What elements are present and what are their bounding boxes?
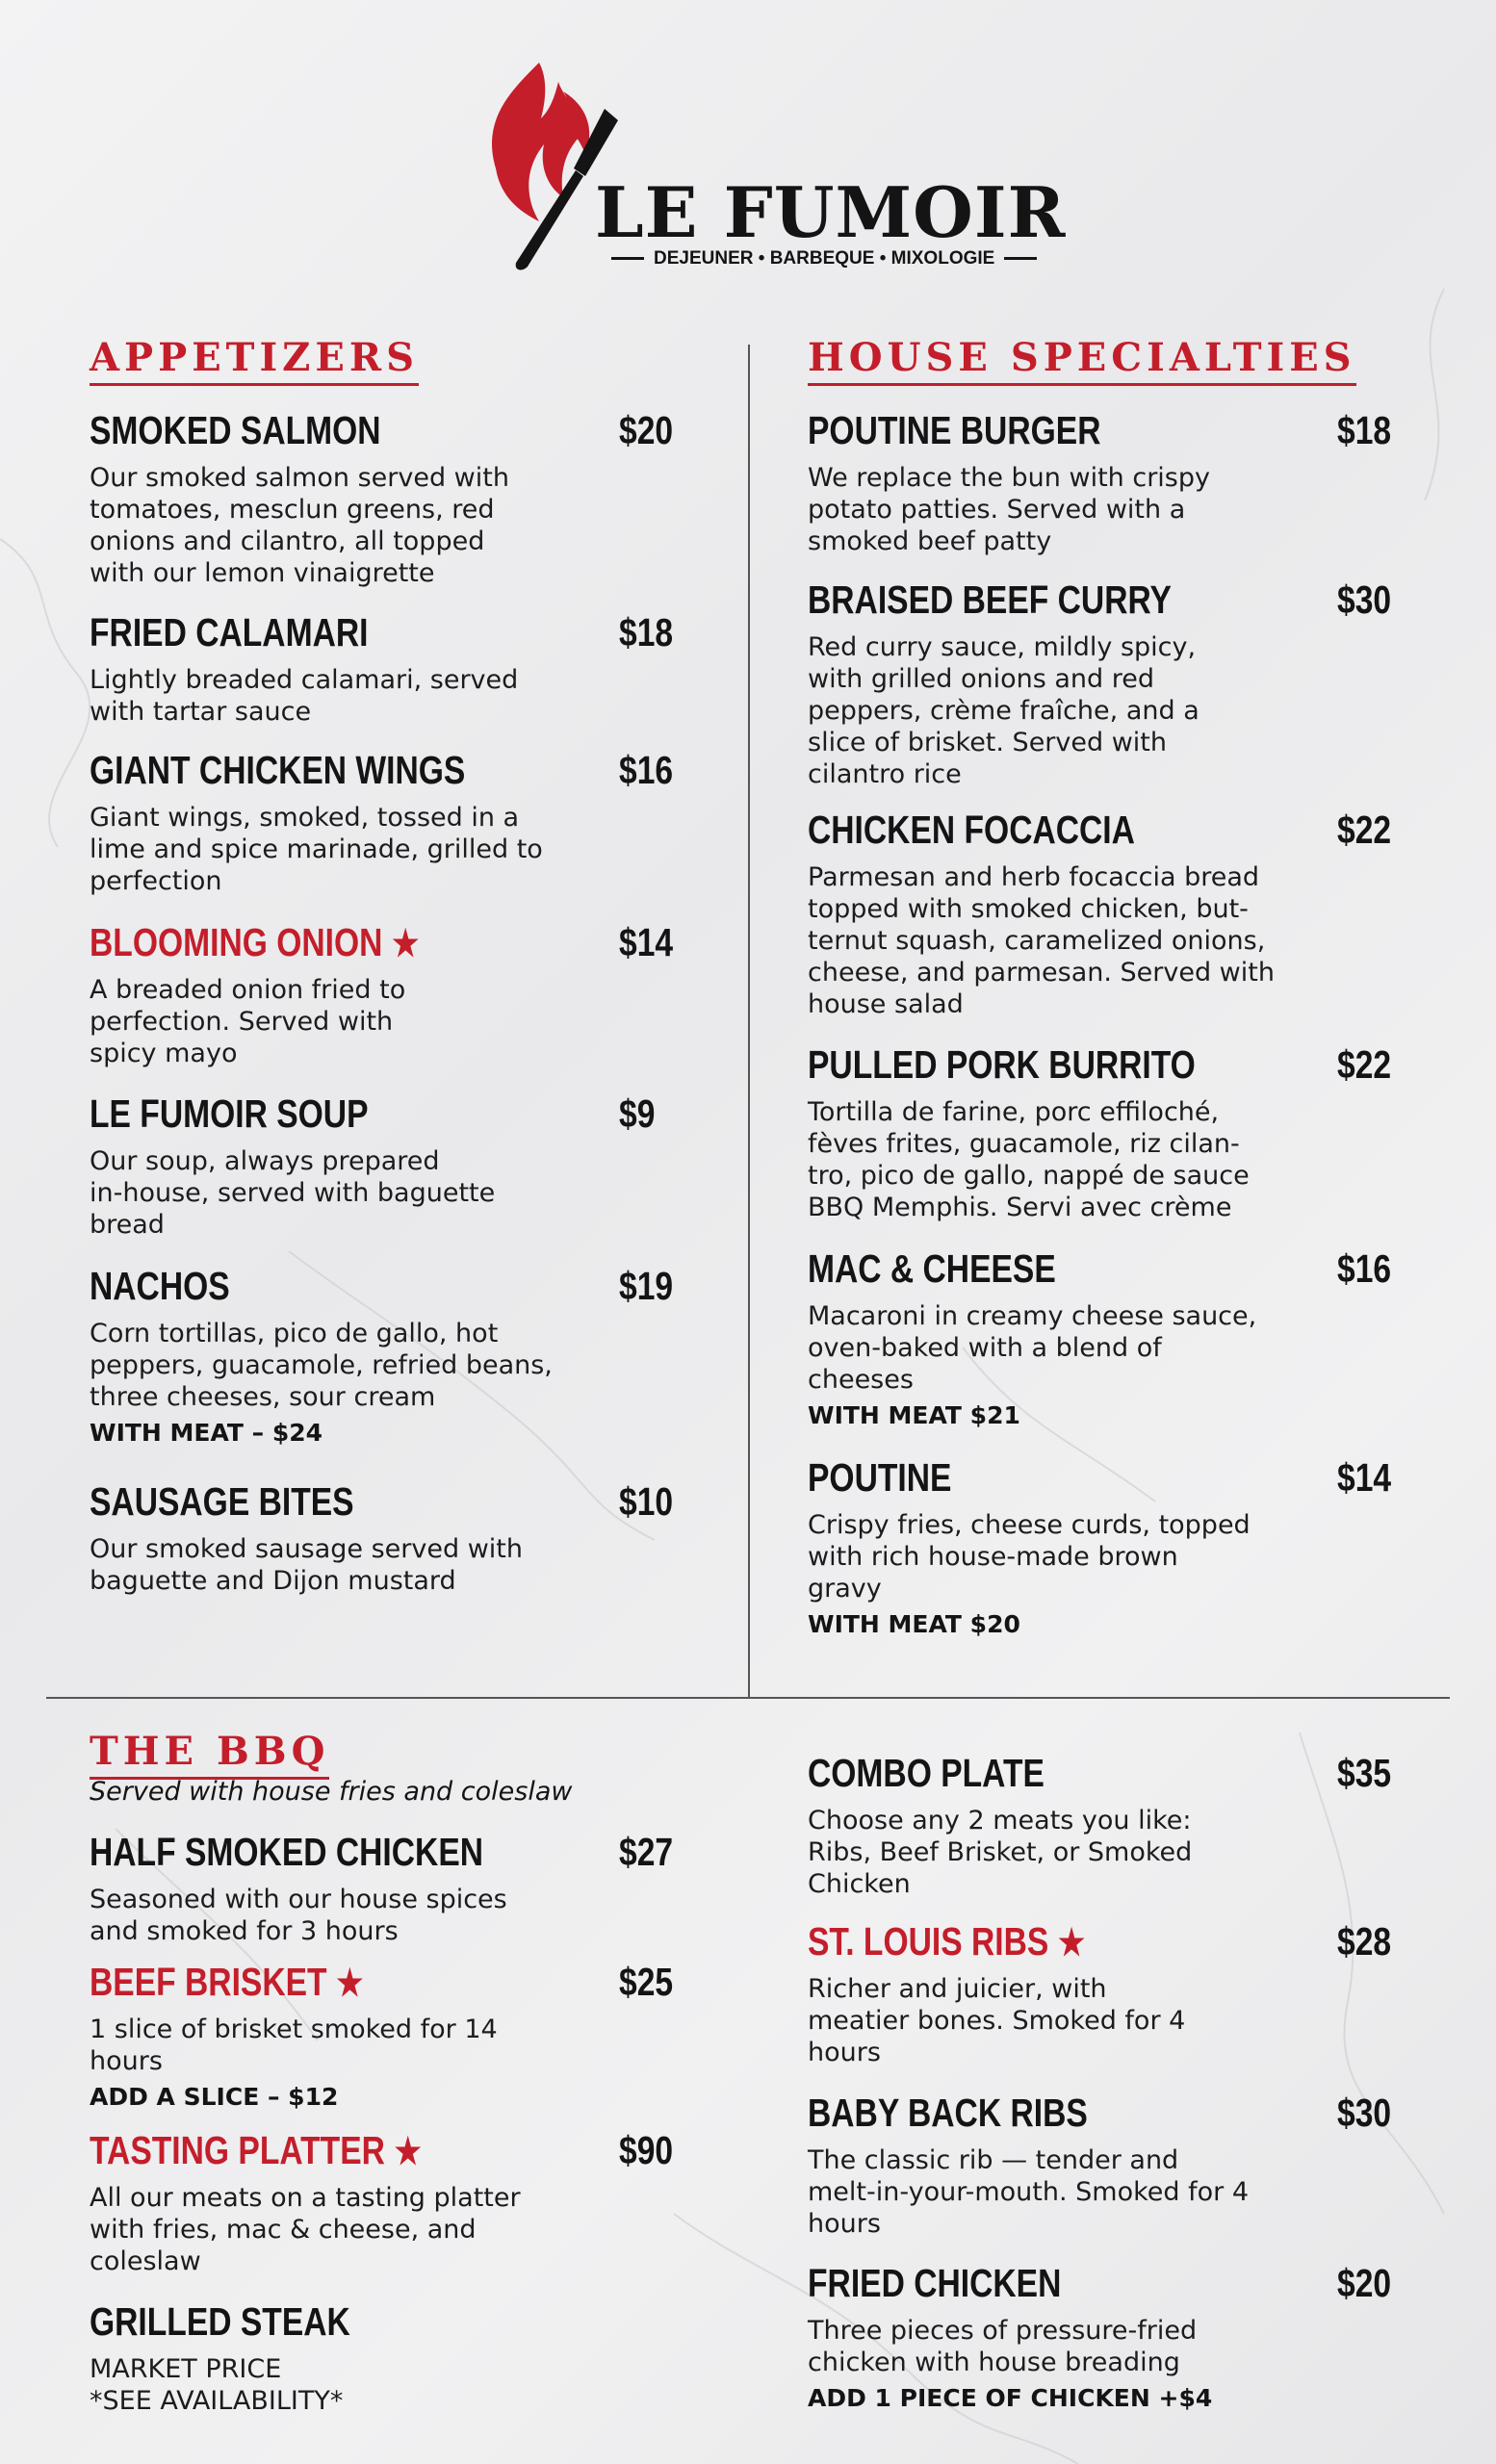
item-description: Parmesan and herb focaccia bread topped with smoked chicken, but- ternut squash, caramelized onions, cheese, and parmesan. Served with house salad	[808, 862, 1275, 1019]
item-name: BABY BACK RIBS	[808, 2091, 1088, 2135]
section-title-appetizers: APPETIZERS	[90, 339, 419, 386]
item-price: $30	[1337, 578, 1392, 622]
item-description: Our soup, always prepared in-house, served with baguette bread	[90, 1146, 496, 1240]
item-description: The classic rib — tender and melt-in-your-mouth. Smoked for 4 hours	[808, 2145, 1249, 2239]
item-name: FRIED CALAMARI	[90, 610, 369, 654]
item-name: NACHOS	[90, 1264, 230, 1308]
section-title-specialties: HOUSE SPECIALTIES	[808, 339, 1356, 386]
item-addon: ADD 1 PIECE OF CHICKEN +$4	[808, 2384, 1213, 2412]
item-description: Giant wings, smoked, tossed in a lime and spice marinade, grilled to perfection	[90, 803, 543, 896]
tagline-part: DEJEUNER	[654, 248, 754, 269]
restaurant-logo	[472, 53, 1067, 274]
item-price: $14	[619, 920, 674, 964]
star-icon: ★	[394, 2132, 422, 2172]
item-name: HALF SMOKED CHICKEN	[90, 1830, 484, 1874]
item-description: We replace the bun with crispy potato patties. Served with a smoked beef patty	[808, 463, 1210, 556]
item-description: Three pieces of pressure-fried chicken with house breading	[808, 2316, 1198, 2377]
item-description: Macaroni in creamy cheese sauce, oven-baked with a blend of cheeses	[808, 1301, 1257, 1395]
item-name: FRIED CHICKEN	[808, 2261, 1062, 2305]
item-name: LE FUMOIR SOUP	[90, 1091, 369, 1136]
item-name: BRAISED BEEF CURRY	[808, 578, 1172, 622]
item-name: MAC & CHEESE	[808, 1246, 1056, 1291]
restaurant-tagline: DEJEUNER • BARBEQUE • MIXOLOGIE	[602, 248, 1006, 270]
item-name: COMBO PLATE	[808, 1751, 1045, 1795]
item-price: $16	[619, 748, 674, 792]
item-name-featured	[90, 1961, 363, 2005]
item-price: $20	[619, 408, 674, 452]
item-description: Crispy fries, cheese curds, topped with rich house-made brown gravy	[808, 1510, 1251, 1604]
item-description: A breaded onion fried to perfection. Served with spicy mayo	[90, 975, 406, 1068]
item-price: $20	[1337, 2261, 1392, 2305]
tagline-part: BARBEQUE	[769, 248, 875, 269]
item-price: $35	[1337, 1751, 1392, 1795]
item-name: SAUSAGE BITES	[90, 1479, 354, 1524]
item-description: Red curry sauce, mildly spicy, with grilled onions and red peppers, crème fraîche, and a slice of brisket. Served with cilantro rice	[808, 632, 1199, 789]
item-addon: WITH MEAT $20	[808, 1610, 1020, 1638]
item-name: SMOKED SALMON	[90, 408, 381, 452]
item-price: $16	[1337, 1246, 1392, 1291]
item-name: POUTINE	[808, 1455, 952, 1500]
item-price: $22	[1337, 1042, 1392, 1087]
item-name-featured	[90, 921, 419, 965]
item-price: $18	[619, 610, 674, 654]
item-name: BEEF BRISKET	[90, 1960, 327, 2004]
item-description: Tortilla de farine, porc effiloché, fèves frites, guacamole, riz cilan- tro, pico de gallo, nappé de sauce BBQ Memphis. Servi avec crème	[808, 1097, 1250, 1222]
item-price: $9	[619, 1091, 656, 1136]
restaurant-name: LE FUMOIR	[595, 171, 1067, 253]
bbq-subtitle: Served with house fries and coleslaw	[90, 1777, 573, 1807]
item-price: $14	[1337, 1455, 1392, 1500]
star-icon: ★	[1058, 1923, 1086, 1964]
item-addon: ADD A SLICE – $12	[90, 2083, 339, 2111]
item-description: Choose any 2 meats you like: Ribs, Beef Brisket, or Smoked Chicken	[808, 1806, 1193, 1899]
tagline-rule-right	[1004, 257, 1037, 260]
item-price: $25	[619, 1960, 674, 2004]
item-price: $30	[1337, 2091, 1392, 2135]
item-name-featured	[90, 2129, 422, 2173]
item-description: Richer and juicier, with meatier bones. Smoked for 4 hours	[808, 1974, 1186, 2067]
item-description: MARKET PRICE *SEE AVAILABILITY*	[90, 2354, 344, 2416]
tagline-part: MIXOLOGIE	[890, 248, 995, 269]
item-price: $28	[1337, 1919, 1392, 1964]
column-divider	[748, 345, 750, 1699]
item-price: $90	[619, 2128, 674, 2172]
section-divider	[46, 1697, 1450, 1699]
item-addon: WITH MEAT $21	[808, 1401, 1020, 1429]
item-description: All our meats on a tasting platter with fries, mac & cheese, and coleslaw	[90, 2183, 521, 2276]
item-name: BLOOMING ONION	[90, 920, 383, 964]
item-name-featured	[808, 1920, 1085, 1964]
item-price: $10	[619, 1479, 674, 1524]
item-name: GIANT CHICKEN WINGS	[90, 748, 466, 792]
item-price: $19	[619, 1264, 674, 1308]
item-name: GRILLED STEAK	[90, 2299, 350, 2344]
item-addon: WITH MEAT – $24	[90, 1419, 323, 1447]
item-description: Seasoned with our house spices and smoked for 3 hours	[90, 1885, 507, 1946]
item-description: Our smoked salmon served with tomatoes, mesclun greens, red onions and cilantro, all topped with our lemon vinaigrette	[90, 463, 509, 588]
star-icon: ★	[336, 1964, 364, 2004]
item-price: $22	[1337, 808, 1392, 852]
item-name: PULLED PORK BURRITO	[808, 1042, 1196, 1087]
tagline-rule-left	[611, 257, 644, 260]
item-name: POUTINE BURGER	[808, 408, 1101, 452]
item-description: Lightly breaded calamari, served with tartar sauce	[90, 665, 519, 727]
item-name: CHICKEN FOCACCIA	[808, 808, 1135, 852]
item-price: $27	[619, 1830, 674, 1874]
item-price: $18	[1337, 408, 1392, 452]
item-description: 1 slice of brisket smoked for 14 hours	[90, 2015, 498, 2076]
item-name: TASTING PLATTER	[90, 2128, 385, 2172]
section-title-bbq: THE BBQ	[90, 1732, 329, 1780]
item-description: Our smoked sausage served with baguette and Dijon mustard	[90, 1534, 523, 1596]
item-name: ST. LOUIS RIBS	[808, 1919, 1049, 1964]
star-icon: ★	[392, 924, 420, 964]
item-description: Corn tortillas, pico de gallo, hot peppers, guacamole, refried beans, three cheeses, sour cream	[90, 1319, 553, 1412]
